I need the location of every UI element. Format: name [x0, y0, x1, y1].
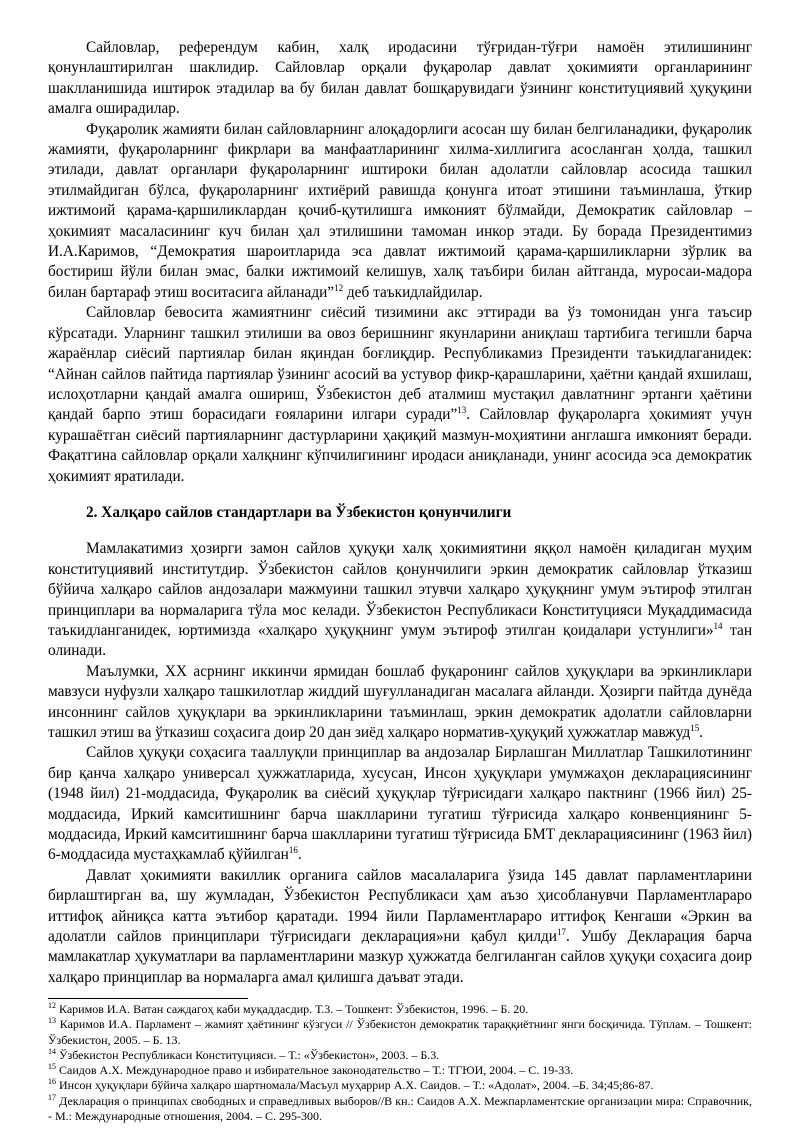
footnote: $^{14}$ Ўзбекистон Республикаси Конституцияси. – Т.: «Ўзбекистон», 2003. – Б.3. — [48, 1046, 440, 1062]
footnote-ref: 14 — [713, 620, 723, 631]
paragraph: Сайловлар, референдум кабин, халқ иродасини тўғридан-тўғри намоён этилишининг қонунлаштирилган шаклидир. Сайловлар орқали фуқаролар давлат ҳокимияти органларининг шаклланишида иштирок этадилар ва бу билан давлат бошқарувидаги ўзининг конституциявий ҳуқуқини амалга оширадилар. — [48, 39, 752, 118]
footnote-number: 15 — [48, 1062, 56, 1072]
footnote-number: 14 — [48, 1046, 56, 1056]
footnote: $^{13}$ Каримов И.А. Парламент – жамият ҳаётининг кўзгуси // Ўзбекистон демократик тараққиётнинг янги босқичида. Тўплам. – Тошкент: Ўзбекистон, 2005. – Б. 13. — [48, 1016, 752, 1047]
footnote-number: 12 — [48, 1001, 56, 1011]
footnote-divider — [48, 998, 248, 999]
footnote: $^{12}$ Каримов И.А. Ватан саждагоҳ каби муқаддасдир. Т.3. – Тошкент: Ўзбекистон, 1996. – Б. 20. — [48, 1001, 529, 1017]
paragraph: Сайловлар бевосита жамиятнинг сиёсий тизимини акс эттиради ва ўз томонидан унга таъсир кўрсатади. Уларнинг ташкил этилиши ва овоз беришнинг якунларини аниқлаш тартибига тегишли барча жараёнлар сиёсий партиялар билан яқиндан боғлиқдир. Республикамиз Президенти таъкидлаганидек: “Айнан сайлов пайтида партиялар ўзининг асосий ва устувор фикр-қарашларини, ҳаётни қандай яхшилаш, ислоҳотларни қандай амалга ошириш, Ўзбекистон деб аталмиш мустақил давлатнинг эртанги ҳаётини қандай барпо этиш борасидаги ғояларини илгари суради”$^{13}$. Сайловлар фуқароларга ҳокимият учун курашаётган сиёсий партияларнинг дастурларини ҳақиқий мазмун-моҳиятини англашга имконият беради. Фақатгина сайловлар орқали халқнинг кўпчилигининг иродаси аниқланади, унинг асосида эса демократик ҳокимият яратилади. — [48, 304, 752, 485]
paragraph: Давлат ҳокимияти вакиллик органига сайлов масалаларига ўзида 145 давлат парламентларини бирлаштирган ва, шу жумладан, Ўзбекистон Республикаси ҳам аъзо ҳисобланувчи Парламентлараро иттифоқ айниқса катта эътибор қаратади. 1994 йили Парламентлараро иттифоқ Кенгаши «Эркин ва адолатли сайлов принциплари тўғрисидаги декларация»ни қабул қилди$^{17}$. Ушбу Декларация барча мамлакатлар ҳукуматлари ва парламентларини мазкур ҳужжатда белгиланган сайлов ҳуқуқи соҳасига доир халқаро принциплар ва нормаларга амал қилишга даъват этади. — [48, 866, 752, 986]
footnote-number: 17 — [48, 1092, 56, 1102]
footnote-ref: 12 — [334, 282, 344, 293]
footnote: $^{16}$ Инсон ҳуқуқлари бўйича халқаро шартномала/Масъул муҳаррир А.Х. Саидов. – Т.: «Адолат», 2004. –Б. 34;45;86-87. — [48, 1077, 654, 1093]
paragraph: Сайлов ҳуқуқи соҳасига тааллуқли принциплар ва андозалар Бирлашган Миллатлар Ташкилотининг бир қанча халқаро универсал ҳужжатларида, хусусан, Инсон ҳуқуқлари умумжаҳон декларациясининг (1948 йил) 21-моддасида, Фуқаролик ва сиёсий ҳуқуқлар тўғрисидаги халқаро пактнинг (1966 йил) 25-моддасида, Иркий камситишнинг барча шаклларини тугатиш тўғрисида халқаро конвенциянинг 5-моддасида, Иркий камситишнинг барча шаклларини тугатиш тўғрисида БМТ декларациясининг (1963 йил) 6-моддасида мустаҳкамлаб қўйилган$^{16}$. — [48, 744, 752, 864]
footnote: $^{15}$ Саидов А.Х. Международное право и избирательное законодательство – Т.: ТГЮИ, 2004. – С. 19-33. — [48, 1062, 574, 1078]
paragraph: Фуқаролик жамияти билан сайловларнинг алоқадорлиги асосан шу билан белгиланадики, фуқаролик жамияти, фуқароларнинг фикрлари ва манфаатларининг хилма-хиллигига асосланган ҳолда, ташкил этилади, давлат органлари фуқароларнинг иштироки билан адолатли сайловлар асосида ташкил этилмайдиган бўлса, фуқароларнинг ихтиёрий равишда қонунга итоат этишини таъминлаша, ўткир ижтимоий қарама-қаршиликлардан қочиб-қутилишга имконият бўлмайди, Демократик сайловлар – ҳокимият масаласининг куч билан ҳал этилишини тамоман инкор этади. Бу борада Президентимиз И.А.Каримов, “Демократия шароитларида эса давлат ижтимоий қарама-қаршиликларни зўрлик ва бостириш йўли билан эмас, балки ижтимоий келишув, халқ таъбири билан айтганда, муросаи-мадора билан бартараф этиш воситасига айланади”$^{12}$ деб таъкидлайдилар. — [48, 120, 752, 301]
paragraph: Мамлакатимиз ҳозирги замон сайлов ҳуқуқи халқ ҳокимиятини яққол намоён қиладиган муҳим конституциявий институтдир. Ўзбекистон сайлов қонунчилиги эркин демократик сайловлар ўтказиш бўйича халқаро сайлов андозалари мажмуини ташкил этувчи халқаро ҳуқуқнинг умум эътироф этилган принциплари ва нормаларига тўла мос келади. Ўзбекистон Республикаси Конституцияси Муқаддимасида таъкидланганидек, юртимизда «халқаро ҳуқуқнинг умум эътироф этилган қоидалари устунлиги»$^{14}$ тан олинади. — [48, 540, 753, 660]
footnote-number: 13 — [48, 1016, 56, 1026]
footnote-ref: 15 — [690, 722, 700, 733]
footnote-ref: 17 — [556, 926, 566, 937]
section-heading: 2. Халқаро сайлов стандартлари ва Ўзбекистон қонунчилиги — [86, 503, 512, 521]
footnote-ref: 16 — [288, 845, 298, 856]
footnote: $^{17}$ Декларация о принципах свободных и справедливых выборов//В кн.: Саидов А.Х. Межпарламентские организации мира: Справочник, - М.: Международные отношения, 2004. – С. 295-300. — [48, 1092, 752, 1123]
footnotes — [48, 1002, 752, 1124]
footnote-number: 16 — [48, 1077, 56, 1087]
footnote-ref: 13 — [457, 405, 467, 416]
paragraph: Маълумки, ХХ асрнинг иккинчи ярмидан бошлаб фуқаронинг сайлов ҳуқуқлари ва эркинликлари мавзуси нуфузли халқаро ташкилотлар жиддий шуғулланадиган масалага айланди. Ҳозирги пайтда дунёда инсоннинг сайлов ҳуқуқлари ва эркинликларини таъминлаш, эркин демократик адолатли сайловларни ташкил этиш ва ўтказиш соҳасига доир 20 дан зиёд халқаро норматив-ҳуқуқий ҳужжатлар мавжуд$^{15}$. — [48, 662, 752, 741]
